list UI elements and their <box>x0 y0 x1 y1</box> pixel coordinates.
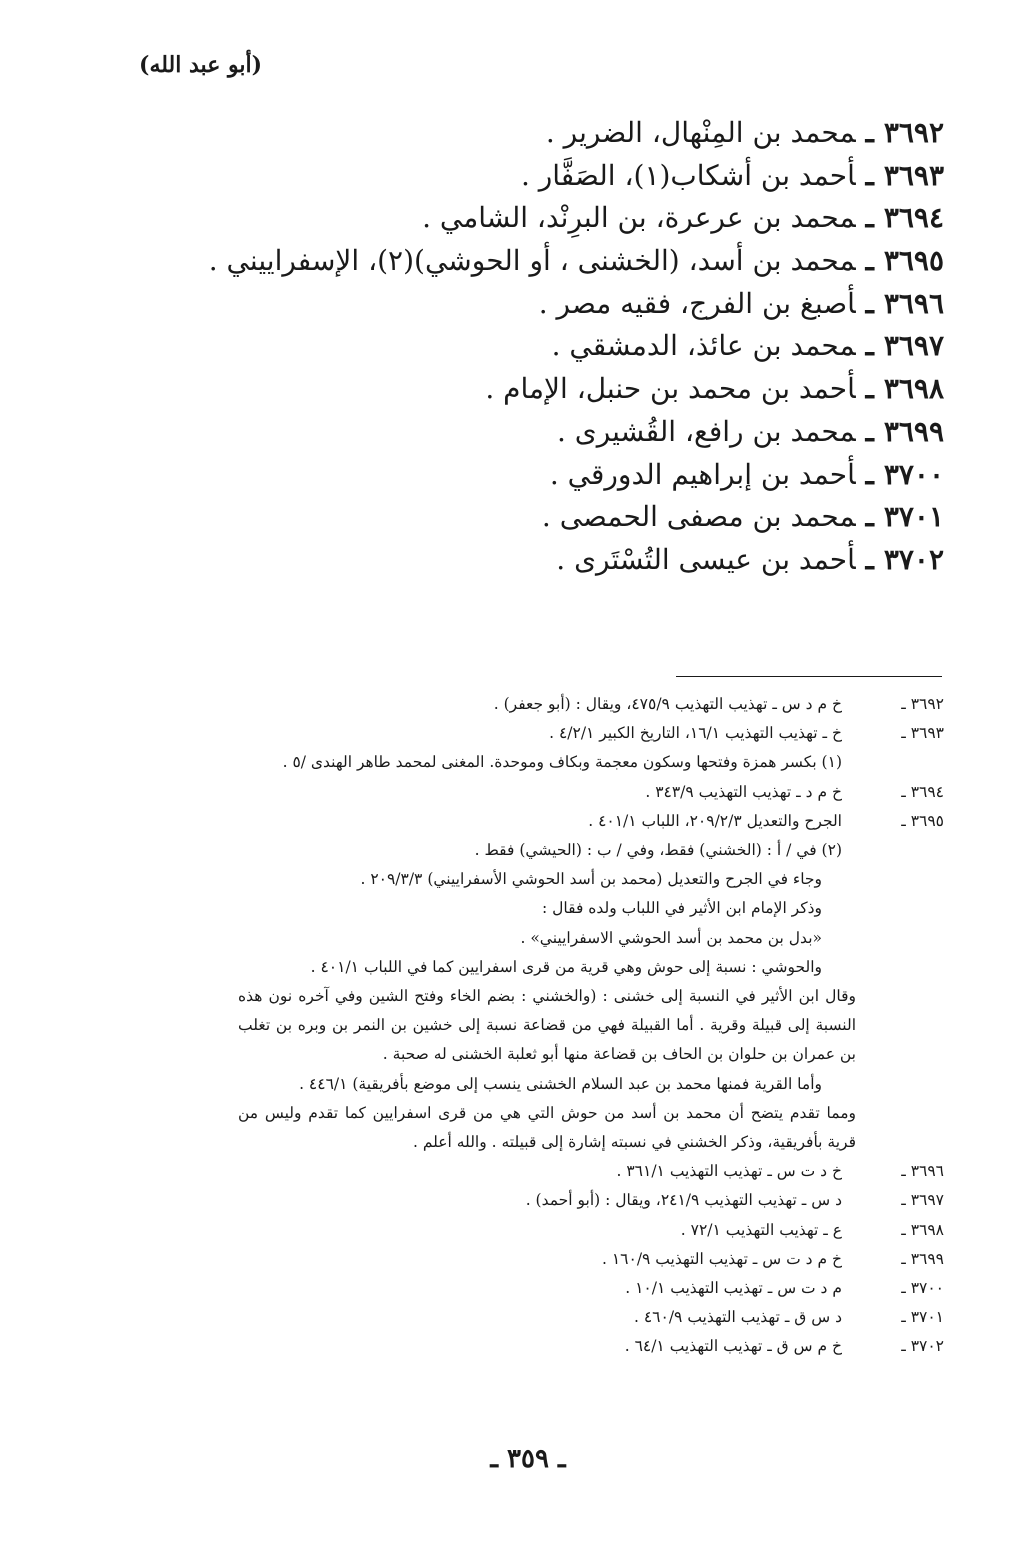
entry-separator: ـ <box>865 244 874 278</box>
footnote-text: وجاء في الجرح والتعديل (محمد بن أسد الحوشي الأسفراييني) ٢٠٩/٣/٣ . <box>360 870 822 889</box>
footnote-line <box>238 1099 958 1157</box>
entry-number: ٣٦٩٤ <box>883 201 944 235</box>
running-head: (أبو عبد الله) <box>139 52 262 78</box>
entry-name: أحمد بن عيسى التُسْتَرى . <box>556 542 856 576</box>
entry-number: ٣٧٠٠ <box>883 457 944 491</box>
footnote-line <box>164 1186 944 1215</box>
footnote-line <box>164 894 944 923</box>
entry-separator: ـ <box>865 457 874 491</box>
entry-separator: ـ <box>865 116 874 149</box>
entry-item <box>44 112 944 155</box>
entry-number: ٣٦٩٨ <box>883 372 944 406</box>
entry-name: محمد بن المِنْهال، الضرير . <box>545 116 856 149</box>
entry-name: أحمد بن إبراهيم الدورقي . <box>549 457 856 491</box>
footnote-text: وأما القرية فمنها محمد بن عبد السلام الخشنى ينسب إلى موضع بأفريقية) ٤٤٦/١ . <box>299 1074 822 1093</box>
footnote-entry-number: ٣٦٩٧ ـ <box>901 1191 944 1210</box>
entry-item <box>44 368 944 411</box>
footnote-line <box>164 1070 944 1099</box>
footnote-entry-number: ٣٦٩٨ ـ <box>901 1220 944 1239</box>
entry-item <box>44 283 944 326</box>
page-number: ـ ٣٥٩ ـ <box>490 1444 566 1474</box>
footnote-entry-number: ٣٦٩٤ ـ <box>901 782 944 801</box>
entry-number: ٣٧٠١ <box>883 500 944 534</box>
footnote-line <box>164 1303 944 1332</box>
footnote-text: الجرح والتعديل ٢٠٩/٢/٣، اللباب ٤٠١/١ . <box>588 811 842 830</box>
footnote-text: ومما تقدم يتضح أن محمد بن أسد من حوش التي هي من قرى اسفرايين كما تقدم وليس من قرية بأفريقية، وذكر الخشني في نسبته إشارة إلى قبيلته . والله أعلم . <box>238 1103 856 1152</box>
entry-name: محمد بن عائذ، الدمشقي . <box>551 329 856 363</box>
entry-name: محمد بن رافع، القُشيرى . <box>556 414 856 448</box>
footnote-entry-number: ٣٦٩٩ ـ <box>901 1249 944 1268</box>
footnote-text: خ م د ـ تهذيب التهذيب ٣٤٣/٩ . <box>645 782 842 801</box>
entry-number: ٣٦٩٧ <box>883 329 944 363</box>
footnote-line <box>164 1332 944 1361</box>
footnote-text: د س ـ تهذيب التهذيب ٢٤١/٩، ويقال : (أبو أحمد) . <box>525 1191 842 1210</box>
entry-name: أصبغ بن الفرج، فقيه مصر . <box>538 286 856 320</box>
entry-number: ٣٦٩٥ <box>883 244 944 278</box>
entry-item <box>44 325 944 368</box>
footnote-text: م د ت س ـ تهذيب التهذيب ١٠/١ . <box>625 1279 842 1298</box>
entry-item <box>44 539 944 582</box>
entry-number: ٣٧٠٢ <box>883 542 944 576</box>
footnote-entry-number: ٣٧٠٢ ـ <box>901 1337 944 1356</box>
entry-list <box>44 112 944 582</box>
entry-name: محمد بن عرعرة، بن البرِنْد، الشامي . <box>422 201 856 235</box>
entry-item <box>44 496 944 539</box>
footnote-text: وذكر الإمام ابن الأثير في اللباب ولده فقال : <box>541 899 822 918</box>
footnote-text: خ م د س ـ تهذيب التهذيب ٤٧٥/٩، ويقال : (أبو جعفر) . <box>493 695 842 713</box>
footnote-line <box>164 1216 944 1245</box>
footnote-line <box>164 778 944 807</box>
footnote-entry-number: ٣٦٩٢ ـ <box>901 695 944 713</box>
footnote-text: خ م د ت س ـ تهذيب التهذيب ١٦٠/٩ . <box>601 1249 842 1268</box>
entry-name: أحمد بن أشكاب(١)، الصَفَّار . <box>520 158 856 192</box>
footnote-text: (١) بكسر همزة وفتحها وسكون معجمة وبكاف وموحدة. المغنى لمحمد طاهر الهندى /٥ . <box>282 753 842 772</box>
footnote-entry-number: ٣٦٩٥ ـ <box>901 811 944 830</box>
footnote-entry-number: ٣٦٩٣ ـ <box>901 724 944 743</box>
footnote-line <box>164 836 944 865</box>
footnote-text: وقال ابن الأثير في النسبة إلى خشنى : (والخشني : بضم الخاء وفتح الشين وفي آخره نون هذه النسبة إلى قبيلة وقرية . أما القبيلة فهي من قضاعة نسبة إلى خشين بن النمر بن وبره بن تغلب بن عمران بن حلوان بن الحاف بن قضاعة منها أبو ثعلبة الخشنى له صحبة . <box>238 987 856 1064</box>
footnote-text: «بدل بن محمد بن أسد الحوشي الاسفراييني» . <box>520 928 822 947</box>
footnote-line <box>164 1157 944 1186</box>
entry-separator: ـ <box>865 201 874 235</box>
footnote-text: خ ـ تهذيب التهذيب ١٦/١، التاريخ الكبير ٤/٢/١ . <box>549 724 842 743</box>
entry-separator: ـ <box>865 542 874 576</box>
footnote-rule <box>676 676 942 677</box>
entry-number: ٣٦٩٦ <box>883 286 944 320</box>
footnote-line <box>238 982 958 1070</box>
footnote-line <box>164 1274 944 1303</box>
entry-item <box>44 411 944 454</box>
entry-separator: ـ <box>865 158 874 192</box>
footnote-entry-number: ٣٧٠١ ـ <box>901 1308 944 1327</box>
entry-number: ٣٦٩٣ <box>883 158 944 192</box>
entry-separator: ـ <box>865 372 874 406</box>
footnote-entry-number: ٣٧٠٠ ـ <box>901 1279 944 1298</box>
footnote-text: (٢) في / أ : (الخشني) فقط، وفي / ب : (الحيشي) فقط . <box>474 841 842 860</box>
footnote-text: خ م س ق ـ تهذيب التهذيب ٦٤/١ . <box>624 1337 842 1356</box>
footnote-line <box>164 1245 944 1274</box>
entry-item <box>44 454 944 497</box>
entry-name: محمد بن مصفى الحمصى . <box>541 500 856 534</box>
entry-item <box>44 197 944 240</box>
footnote-line <box>164 924 944 953</box>
entry-number: ٣٦٩٢ <box>883 116 944 149</box>
footnotes <box>164 690 944 1362</box>
entry-item <box>44 155 944 198</box>
entry-item <box>44 240 944 283</box>
entry-separator: ـ <box>865 329 874 363</box>
footnote-text: د س ق ـ تهذيب التهذيب ٤٦٠/٩ . <box>634 1308 842 1327</box>
entry-separator: ـ <box>865 414 874 448</box>
entry-number: ٣٦٩٩ <box>883 414 944 448</box>
footnote-line <box>164 953 944 982</box>
footnote-text: والحوشي : نسبة إلى حوش وهي قرية من قرى اسفرايين كما في اللباب ٤٠١/١ . <box>310 957 822 976</box>
entry-name: أحمد بن محمد بن حنبل، الإمام . <box>485 372 856 406</box>
footnote-line <box>164 807 944 836</box>
footnote-line <box>164 690 944 719</box>
footnote-text: خ د ت س ـ تهذيب التهذيب ٣٦١/١ . <box>616 1162 842 1181</box>
footnote-line <box>164 865 944 894</box>
footnote-line <box>164 719 944 748</box>
entry-separator: ـ <box>865 500 874 534</box>
entry-separator: ـ <box>865 286 874 320</box>
entry-name: محمد بن أسد، (الخشنى ، أو الحوشي)(٢)، الإسفراييني . <box>208 244 856 278</box>
footnote-entry-number: ٣٦٩٦ ـ <box>901 1162 944 1181</box>
footnote-line <box>164 748 944 777</box>
footnote-text: ع ـ تهذيب التهذيب ٧٢/١ . <box>680 1220 842 1239</box>
